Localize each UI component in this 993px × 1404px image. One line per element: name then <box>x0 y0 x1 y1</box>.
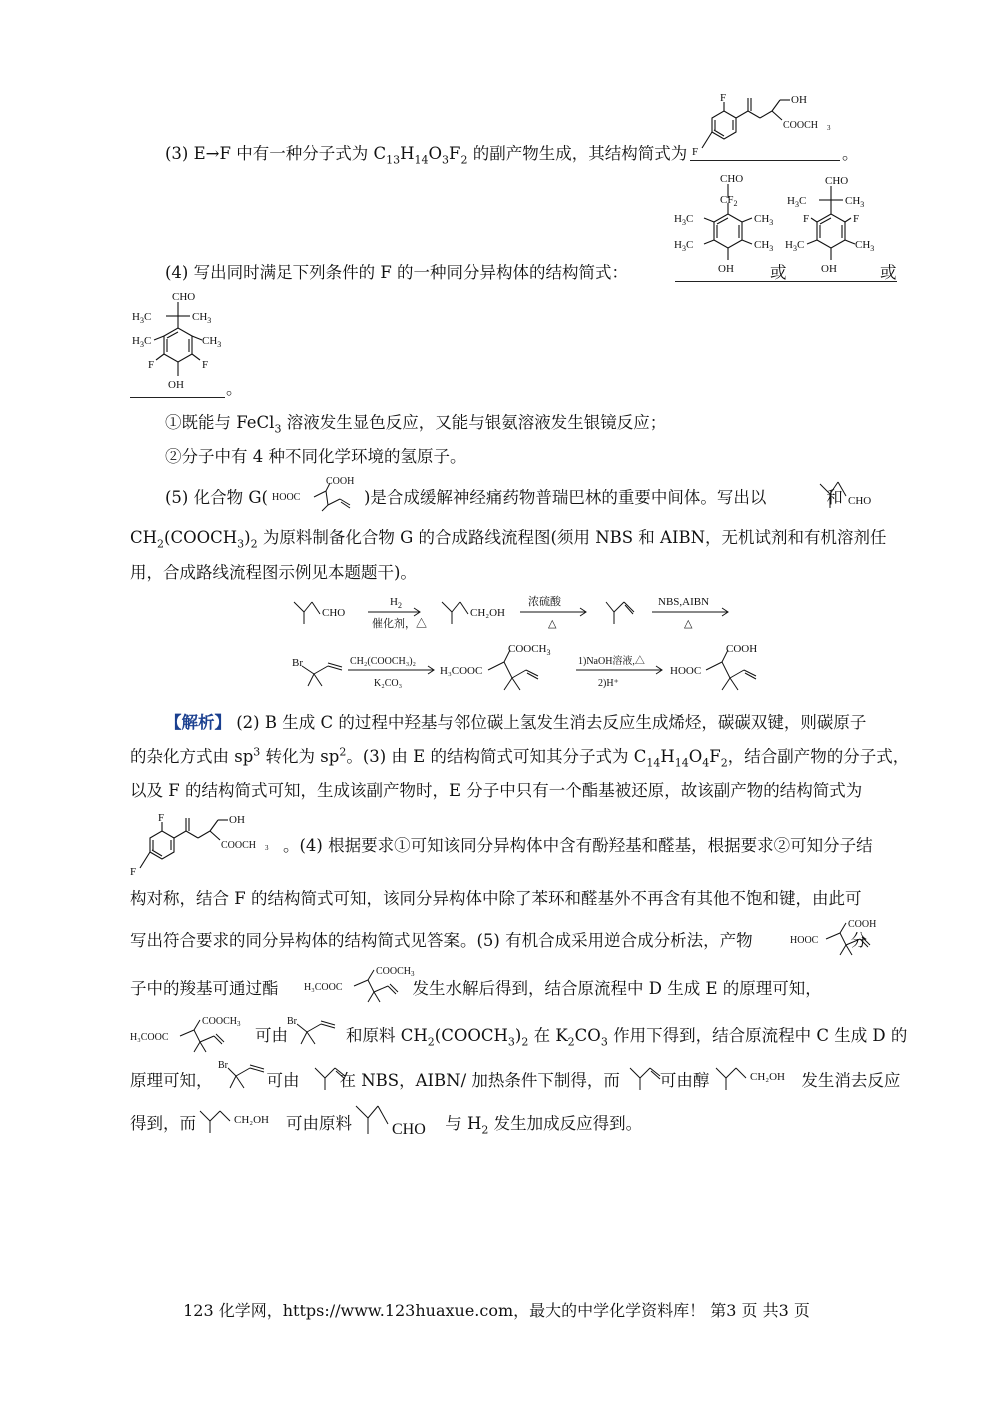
svg-text:CH3: $CH_3$ <box>192 311 212 325</box>
svg-text:H3C: $H_3C$ <box>785 239 805 253</box>
diester-inline-1 <box>302 962 430 1008</box>
svg-text:△: △ <box>684 618 693 630</box>
svg-text:F: F <box>130 866 137 878</box>
bromide-inline-2 <box>216 1056 274 1100</box>
svg-text:CHO: CHO <box>720 173 744 185</box>
svg-text:OH: OH <box>821 263 837 275</box>
svg-text:CHO: CHO <box>322 607 346 619</box>
svg-text:COOH: COOH <box>726 643 758 655</box>
svg-text:CHO: CHO <box>392 1121 426 1138</box>
analysis-tag: 【解析】 <box>165 713 231 732</box>
svg-text:催化剂，△: 催化剂，△ <box>372 618 427 630</box>
svg-text:3: 3 <box>265 844 269 852</box>
alcohol-inline-2 <box>198 1105 294 1139</box>
analysis-line-2: 的杂化方式由 $sp^3$ 转化为 $sp^2$。(3) 由 E 的结构简式可知其分子式为 $C_{14}H_{14}O_4F_2$，结合副产物的分子式， <box>130 745 910 770</box>
svg-text:H₃COOC: H₃COOC <box>440 665 483 677</box>
svg-text:CHO: CHO <box>825 175 849 187</box>
svg-text:COOCH3: $COOCH_3$ <box>376 966 415 978</box>
svg-text:H3C: $H_3C$ <box>674 213 694 227</box>
product-g-inline <box>788 915 892 961</box>
bromide-inline-1 <box>285 1012 347 1056</box>
svg-text:CHO: CHO <box>848 495 872 507</box>
svg-text:CH3: $CH_3$ <box>855 239 875 253</box>
q4-line: (4) 写出同时满足下列条件的 F 的一种同分异构体的结构简式： <box>165 263 629 282</box>
svg-text:CHO: CHO <box>172 291 196 303</box>
svg-text:COOCH: COOCH <box>221 840 257 851</box>
q5-line-2: $CH_2(COOCH_3)_2$ 为原料制备化合物 G 的合成路线流程图(须用 NBS 和 AIBN，无机试剂和有机溶剂任 <box>130 528 887 551</box>
analysis-line-1: 【解析】 (2) B 生成 C 的过程中羟基与邻位碳上氢发生消去反应生成烯烃，碳碳双键，则碳原子 <box>165 713 867 732</box>
analysis-line-7: 子中的羧基可通过酯 发生水解后得到，结合原流程中 D 生成 E 的原理可知， <box>130 979 822 998</box>
svg-text:F: F <box>158 812 165 824</box>
svg-text:H3C: $H_3C$ <box>132 311 152 325</box>
q3-line: (3) E→F 中有一种分子式为 $C_{13}H_{14}O_3F_2$ 的副产物生成，其结构简式为 <box>165 144 688 167</box>
q4-condition-2: ②分子中有 4 种不同化学环境的氢原子。 <box>165 447 467 466</box>
alkene-inline-1 <box>313 1062 353 1096</box>
mol-f: F <box>720 92 727 104</box>
svg-text:HOOC: HOOC <box>272 492 301 503</box>
svg-text:Br: Br <box>287 1016 297 1027</box>
svg-text:F: F <box>692 146 699 158</box>
svg-text:H₃COOC: H₃COOC <box>304 982 343 993</box>
svg-text:H3C: $H_3C$ <box>132 335 152 349</box>
svg-text:F: F <box>803 213 810 225</box>
svg-text:COOH: COOH <box>326 476 355 487</box>
svg-text:COOCH: COOCH <box>783 120 819 131</box>
svg-text:浓硫酸: 浓硫酸 <box>528 596 561 608</box>
svg-text:3: 3 <box>827 124 831 132</box>
svg-text:CF2: $CF_2$ <box>720 194 738 208</box>
q5-line-1: (5) 化合物 G( )是合成缓解神经痛药物普瑞巴林的重要中间体。写出以 和 <box>165 488 843 507</box>
q4-isomer-3 <box>130 288 230 402</box>
synthesis-route-row-1 <box>290 590 740 642</box>
isovaleraldehyde-inline <box>818 480 882 514</box>
svg-text:CH₂OH: CH₂OH <box>234 1114 270 1126</box>
svg-text:OH: OH <box>168 379 184 391</box>
svg-text:CH₂(COOCH₃)₂: CH₂(COOCH₃)₂ <box>350 656 417 667</box>
svg-text:F: F <box>202 359 209 371</box>
q4-condition-1: ①既能与 FeCl$_3$ 溶液发生显色反应，又能与银氨溶液发生银镜反应； <box>165 413 667 436</box>
q3-byproduct-structure <box>690 90 850 166</box>
analysis-line-9: 原理可知， 可由 在 NBS，AIBN/ 加热条件下制得，而 可由醇 发生消去反应 <box>130 1071 901 1090</box>
synthesis-route-row-2 <box>290 640 790 706</box>
q4-or-1: 或 <box>770 263 787 282</box>
svg-text:OH: OH <box>229 814 245 826</box>
analysis-line-8: 可由 和原料 $CH_2(COOCH_3)_2$ 在 $K_2CO_3$ 作用下得到，结合原流程中 C 生成 D 的 <box>255 1026 908 1049</box>
svg-text:COOCH3: $COOCH_3$ <box>202 1016 241 1028</box>
svg-text:F: F <box>148 359 155 371</box>
analysis-line-10: 得到，而 可由原料 与 $H_2$ 发生加成反应得到。 <box>130 1114 643 1137</box>
svg-text:Br: Br <box>218 1060 228 1071</box>
isovaleraldehyde-inline-2 <box>354 1102 440 1146</box>
svg-text:2)H⁺: 2)H⁺ <box>598 678 619 689</box>
svg-text:CH3: $CH_3$ <box>845 195 865 209</box>
analysis-line-5: 构对称，结合 F 的结构简式可知，该同分异构体中除了苯环和醛基外不再含有其他不饱和键，由此可 <box>130 889 862 908</box>
analysis-byproduct-structure <box>128 810 288 886</box>
svg-text:NBS,AIBN: NBS,AIBN <box>658 596 710 608</box>
svg-text:H3C: $H_3C$ <box>674 239 694 253</box>
alcohol-inline-1 <box>714 1062 810 1096</box>
svg-text:OH: OH <box>718 263 734 275</box>
svg-text:HOOC: HOOC <box>790 935 819 946</box>
q4-isomer-2 <box>785 170 885 284</box>
alkene-inline-2 <box>628 1062 668 1096</box>
svg-text:Br: Br <box>292 657 303 669</box>
q3-end: 。 <box>842 144 859 163</box>
svg-text:HOOC: HOOC <box>670 665 702 677</box>
page-footer: 123 化学网，https://www.123huaxue.com，最大的中学化学资料库！ 第3 页 共3 页 <box>183 1301 810 1320</box>
q4-isomer-1 <box>672 170 782 284</box>
svg-text:1)NaOH溶液,△: 1)NaOH溶液,△ <box>578 656 645 667</box>
svg-text:COOCH3: $COOCH_3$ <box>508 643 551 657</box>
svg-text:H₃COOC: H₃COOC <box>130 1032 169 1043</box>
analysis-line-3: 以及 F 的结构简式可知，生成该副产物时，E 分子中只有一个酯基被还原，故该副产物的结构简式为 <box>130 781 863 800</box>
q5-line-3: 用，合成路线流程图示例见本题题干)。 <box>130 563 417 582</box>
q4-end: 。 <box>226 379 243 398</box>
svg-text:OH: OH <box>791 94 807 106</box>
svg-text:CH₂OH: CH₂OH <box>470 607 506 619</box>
svg-text:H2: $H_2$ <box>390 596 402 610</box>
svg-text:CH₂OH: CH₂OH <box>750 1071 786 1083</box>
svg-text:H3C: $H_3C$ <box>787 195 807 209</box>
analysis-line-4: 。(4) 根据要求①可知该同分异构体中含有酚羟基和醛基，根据要求②可知分子结 <box>283 836 873 855</box>
svg-text:CH3: $CH_3$ <box>754 239 774 253</box>
svg-text:△: △ <box>548 618 557 630</box>
diester-inline-2 <box>128 1010 256 1058</box>
svg-text:COOH: COOH <box>848 919 877 930</box>
analysis-line-6: 写出符合要求的同分异构体的结构简式见答案。(5) 有机合成采用逆合成分析法，产物 分 <box>130 931 868 950</box>
q4-answer-blank-2 <box>130 397 225 398</box>
svg-text:K₂CO₃: K₂CO₃ <box>374 678 403 689</box>
svg-text:CH3: $CH_3$ <box>202 335 222 349</box>
q4-or-2: 或 <box>880 263 897 282</box>
svg-text:CH3: $CH_3$ <box>754 213 774 227</box>
svg-text:F: F <box>853 213 860 225</box>
compound-g-inline <box>270 475 370 519</box>
